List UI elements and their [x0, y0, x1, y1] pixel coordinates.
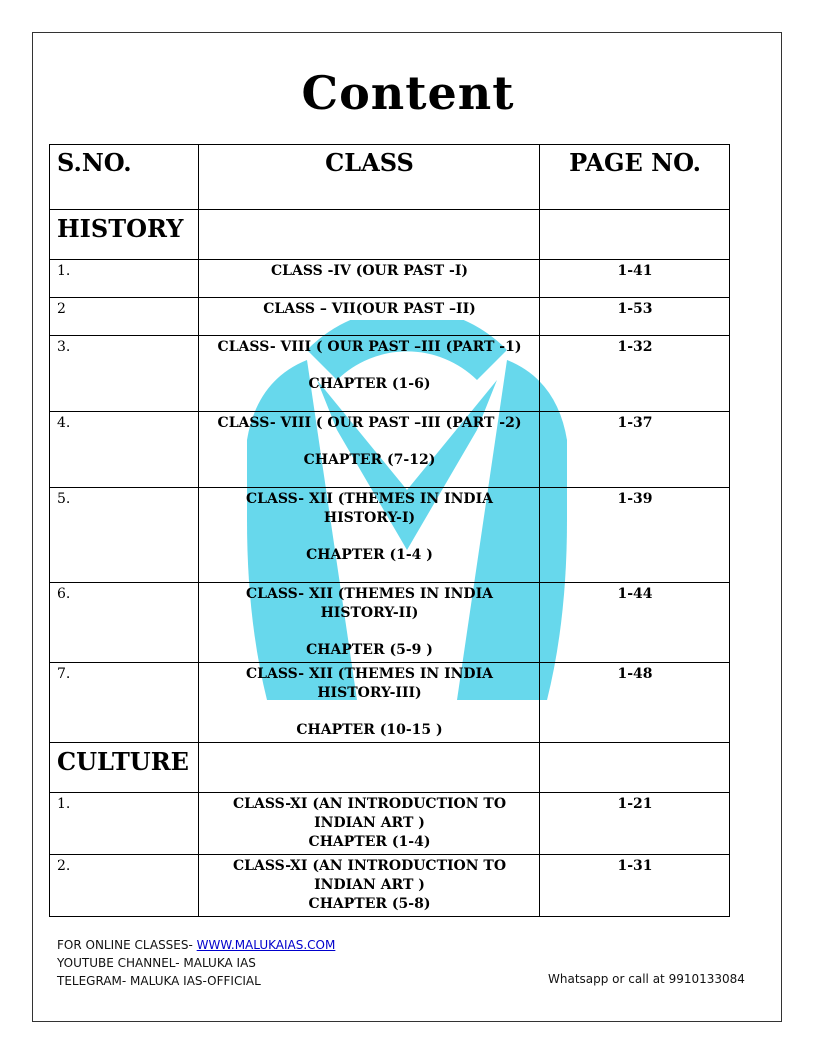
table-row [50, 855, 730, 917]
table-row [50, 336, 730, 412]
contents-table [49, 144, 730, 917]
row-sno: 4. [50, 412, 199, 488]
row-page-no: 1-37 [540, 412, 730, 488]
class-line: INDIAN ART ) [314, 877, 425, 893]
table-row [50, 298, 730, 336]
chapter-range: CHAPTER (1-6) [308, 376, 431, 392]
class-line: CLASS -IV (OUR PAST -I) [270, 263, 469, 279]
chapter-range: CHAPTER (5-8) [308, 896, 431, 912]
website-link[interactable]: WWW.MALUKAIAS.COM [196, 938, 336, 952]
table-row [50, 412, 730, 488]
header-class: CLASS [199, 145, 540, 210]
class-line: INDIAN ART ) [314, 815, 425, 831]
chapter-range: CHAPTER (1-4) [308, 834, 431, 850]
class-line: CLASS- XII (THEMES IN INDIA [245, 491, 493, 507]
class-line: HISTORY-I) [323, 510, 416, 526]
chapter-gap [206, 433, 533, 451]
chapter-gap [206, 623, 533, 641]
row-class [199, 663, 540, 743]
row-page-no: 1-41 [540, 260, 730, 298]
chapter-gap [206, 528, 533, 546]
row-page-no: 1-21 [540, 793, 730, 855]
row-sno: 6. [50, 583, 199, 663]
youtube-line: YOUTUBE CHANNEL- MALUKA IAS [57, 956, 256, 970]
header-page-no: PAGE NO. [540, 145, 730, 210]
table-row [50, 583, 730, 663]
row-class [199, 793, 540, 855]
section-page-cell [540, 743, 730, 793]
row-sno: 2. [50, 855, 199, 917]
row-page-no: 1-44 [540, 583, 730, 663]
row-sno: 1. [50, 793, 199, 855]
chapter-gap [206, 357, 533, 375]
section-page-cell [540, 210, 730, 260]
telegram-line: TELEGRAM- MALUKA IAS-OFFICIAL [57, 974, 261, 988]
section-row-history [50, 210, 730, 260]
section-title: HISTORY [50, 210, 199, 260]
class-line: CLASS- XII (THEMES IN INDIA [245, 666, 493, 682]
section-class-cell [199, 210, 540, 260]
class-line: CLASS- VIII ( OUR PAST –III (PART -2) [217, 415, 522, 431]
table-row [50, 488, 730, 583]
row-page-no: 1-39 [540, 488, 730, 583]
row-class [199, 488, 540, 583]
table-row [50, 663, 730, 743]
chapter-range: CHAPTER (1-4 ) [306, 547, 433, 563]
header-sno: S.NO. [50, 145, 199, 210]
table-row [50, 793, 730, 855]
row-sno: 7. [50, 663, 199, 743]
row-page-no: 1-53 [540, 298, 730, 336]
chapter-range: CHAPTER (7-12) [303, 452, 436, 468]
whatsapp-line: Whatsapp or call at 9910133084 [548, 972, 745, 986]
table-header-row [50, 145, 730, 210]
section-title: CULTURE [50, 743, 199, 793]
class-line: CLASS- XII (THEMES IN INDIA [245, 586, 493, 602]
class-line: HISTORY-II) [320, 605, 419, 621]
section-class-cell [199, 743, 540, 793]
row-sno: 3. [50, 336, 199, 412]
chapter-gap [206, 703, 533, 721]
row-page-no: 1-31 [540, 855, 730, 917]
page-title: Content [301, 66, 515, 120]
class-line: HISTORY-III) [317, 685, 422, 701]
row-sno: 2 [50, 298, 199, 336]
row-class [199, 583, 540, 663]
table-row [50, 260, 730, 298]
row-class [199, 298, 540, 336]
class-line: CLASS- VIII ( OUR PAST –III (PART -1) [217, 339, 522, 355]
row-sno: 5. [50, 488, 199, 583]
chapter-range: CHAPTER (5-9 ) [306, 642, 433, 658]
online-classes-line [57, 936, 335, 954]
row-class [199, 855, 540, 917]
footer-contact [57, 936, 335, 990]
class-line: CLASS – VII(OUR PAST –II) [263, 301, 476, 317]
class-line: CLASS-XI (AN INTRODUCTION TO [232, 858, 507, 874]
row-page-no: 1-32 [540, 336, 730, 412]
row-sno: 1. [50, 260, 199, 298]
row-class [199, 260, 540, 298]
section-row-culture [50, 743, 730, 793]
row-page-no: 1-48 [540, 663, 730, 743]
online-classes-label: FOR ONLINE CLASSES- [57, 938, 197, 952]
row-class [199, 412, 540, 488]
chapter-range: CHAPTER (10-15 ) [296, 722, 443, 738]
row-class [199, 336, 540, 412]
class-line: CLASS-XI (AN INTRODUCTION TO [232, 796, 507, 812]
